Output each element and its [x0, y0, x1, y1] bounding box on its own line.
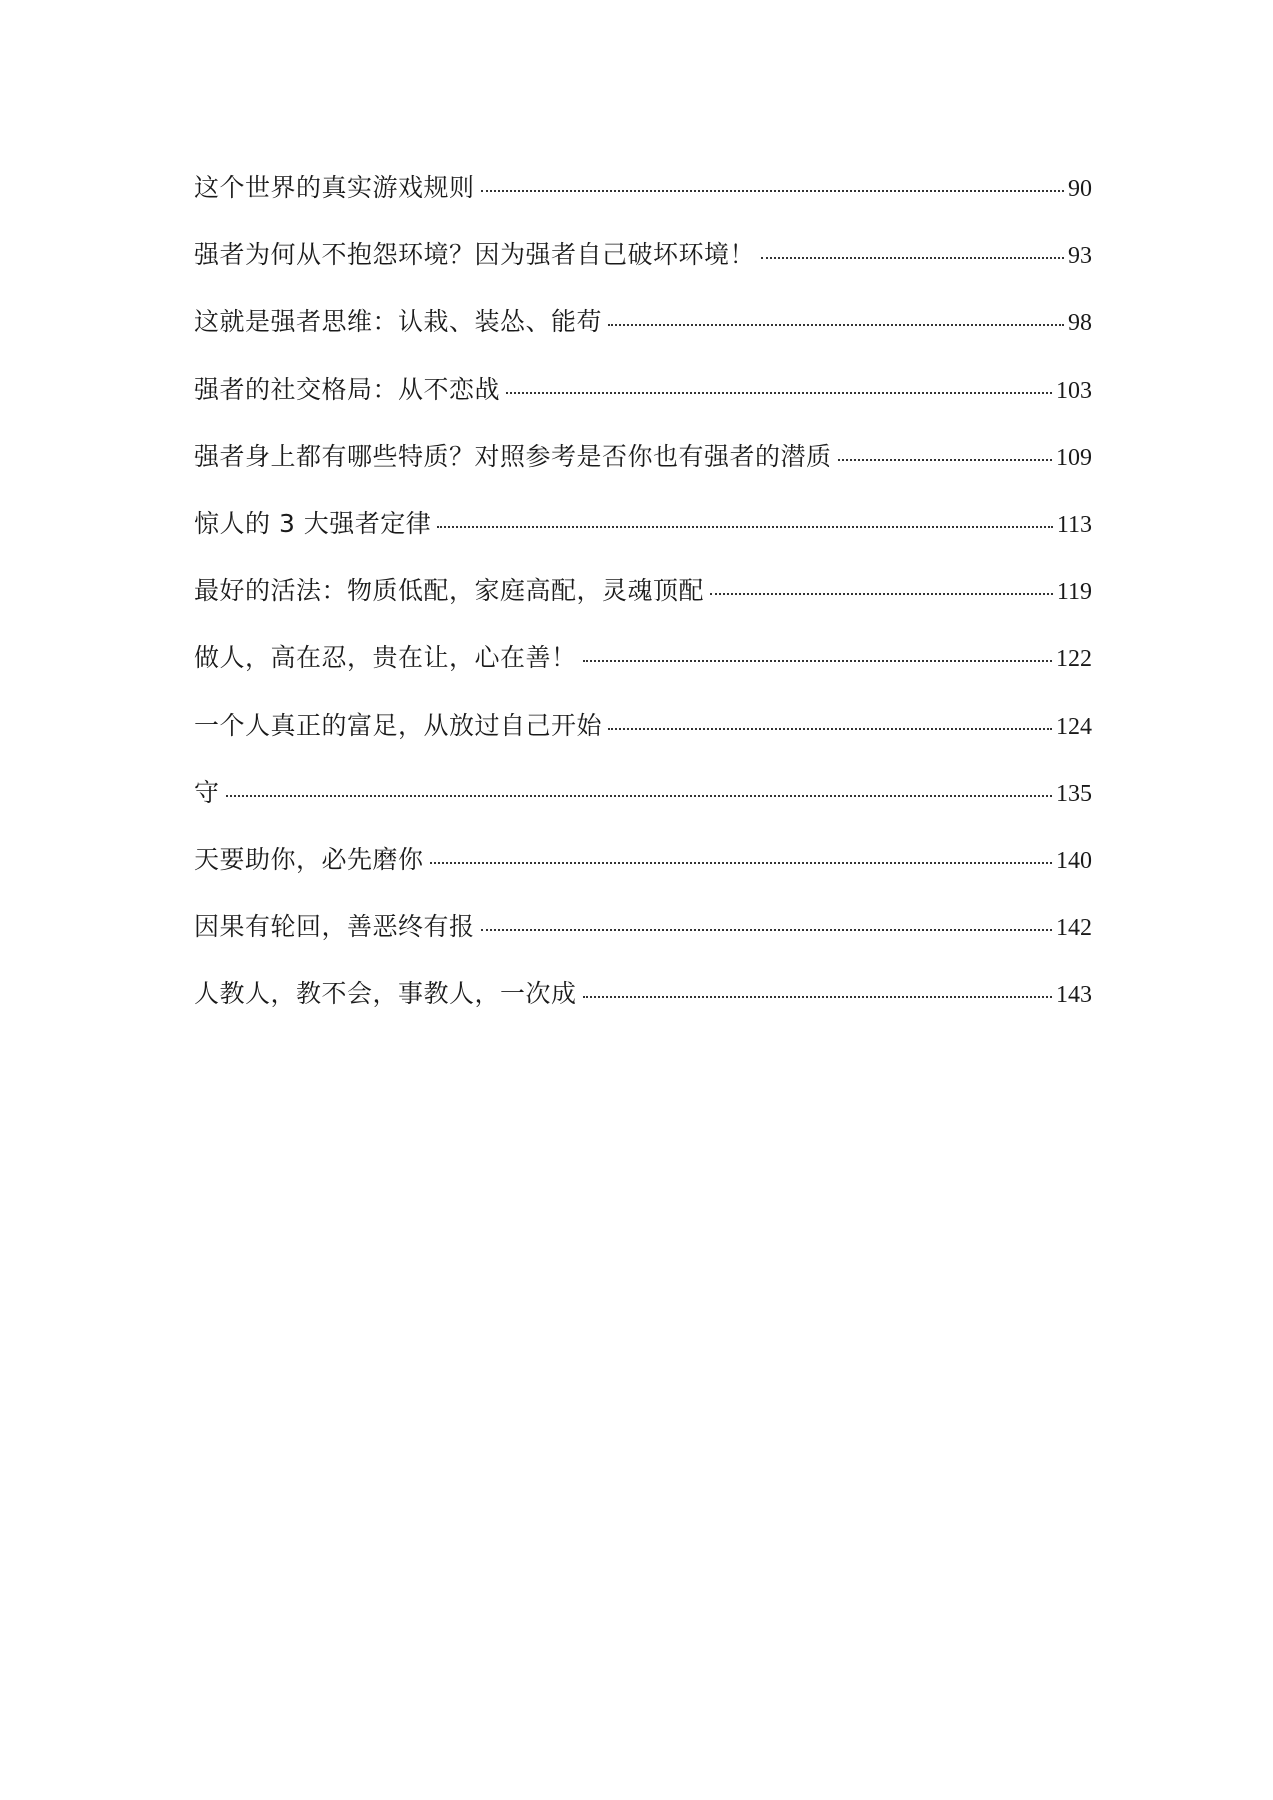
toc-entry-title[interactable]: 强者为何从不抱怨环境？因为强者自己破坏环境！	[194, 240, 756, 270]
toc-entry[interactable]	[194, 840, 1092, 907]
toc-leader-dots	[838, 458, 1052, 461]
toc-leader-dots	[481, 928, 1052, 931]
toc-entry[interactable]	[194, 235, 1092, 302]
toc-entry-page[interactable]: 142	[1056, 915, 1092, 942]
toc-entry[interactable]	[194, 773, 1092, 840]
toc-entry-page[interactable]: 93	[1068, 243, 1092, 270]
toc-leader-dots	[583, 659, 1052, 662]
toc-entry[interactable]	[194, 504, 1092, 571]
toc-entry-title[interactable]: 因果有轮回，善恶终有报	[194, 912, 475, 942]
toc-leader-dots	[481, 189, 1064, 192]
toc-leader-dots	[226, 794, 1052, 797]
toc-entry-page[interactable]: 113	[1056, 511, 1092, 538]
toc-entry[interactable]	[194, 370, 1092, 437]
toc-entry[interactable]	[194, 302, 1092, 369]
toc-leader-dots	[430, 861, 1052, 864]
table-of-contents	[194, 168, 1092, 1041]
toc-entry-title[interactable]: 做人，高在忍，贵在让，心在善！	[194, 643, 577, 673]
toc-entry-title[interactable]: 惊人的 3 大强者定律	[194, 508, 432, 538]
toc-entry[interactable]	[194, 638, 1092, 705]
toc-entry-title[interactable]: 一个人真正的富足，从放过自己开始	[194, 710, 603, 740]
toc-entry-page[interactable]: 122	[1056, 646, 1092, 673]
toc-entry-page[interactable]: 143	[1056, 982, 1092, 1009]
toc-leader-dots	[710, 592, 1053, 595]
toc-entry-page[interactable]: 98	[1068, 310, 1092, 337]
toc-entry-page[interactable]: 119	[1056, 579, 1092, 606]
toc-entry-page[interactable]: 103	[1056, 377, 1092, 404]
toc-entry-page[interactable]: 140	[1056, 847, 1092, 874]
toc-entry-title[interactable]: 强者的社交格局：从不恋战	[194, 374, 501, 404]
toc-entry[interactable]	[194, 974, 1092, 1041]
toc-leader-dots	[761, 256, 1064, 259]
toc-entry[interactable]	[194, 168, 1092, 235]
toc-entry-title[interactable]: 最好的活法：物质低配，家庭高配，灵魂顶配	[194, 576, 705, 606]
toc-leader-dots	[506, 391, 1052, 394]
toc-entry-title[interactable]: 天要助你，必先磨你	[194, 844, 424, 874]
toc-leader-dots	[608, 323, 1064, 326]
toc-entry[interactable]	[194, 571, 1092, 638]
toc-entry-title[interactable]: 人教人，教不会，事教人，一次成	[194, 979, 577, 1009]
toc-entry[interactable]	[194, 706, 1092, 773]
toc-entry-page[interactable]: 90	[1068, 176, 1092, 202]
toc-entry-title[interactable]: 这就是强者思维：认栽、装怂、能苟	[194, 307, 603, 337]
toc-entry-page[interactable]: 124	[1056, 713, 1092, 740]
toc-leader-dots	[437, 525, 1053, 528]
toc-entry-title[interactable]: 这个世界的真实游戏规则	[194, 173, 475, 202]
toc-leader-dots	[583, 995, 1052, 998]
toc-entry-page[interactable]: 135	[1056, 780, 1092, 807]
toc-entry-title[interactable]: 守	[194, 777, 220, 807]
toc-leader-dots	[608, 727, 1052, 730]
toc-entry[interactable]	[194, 907, 1092, 974]
toc-entry-page[interactable]: 109	[1056, 444, 1092, 471]
toc-entry[interactable]	[194, 437, 1092, 504]
toc-entry-title[interactable]: 强者身上都有哪些特质？对照参考是否你也有强者的潜质	[194, 441, 832, 471]
